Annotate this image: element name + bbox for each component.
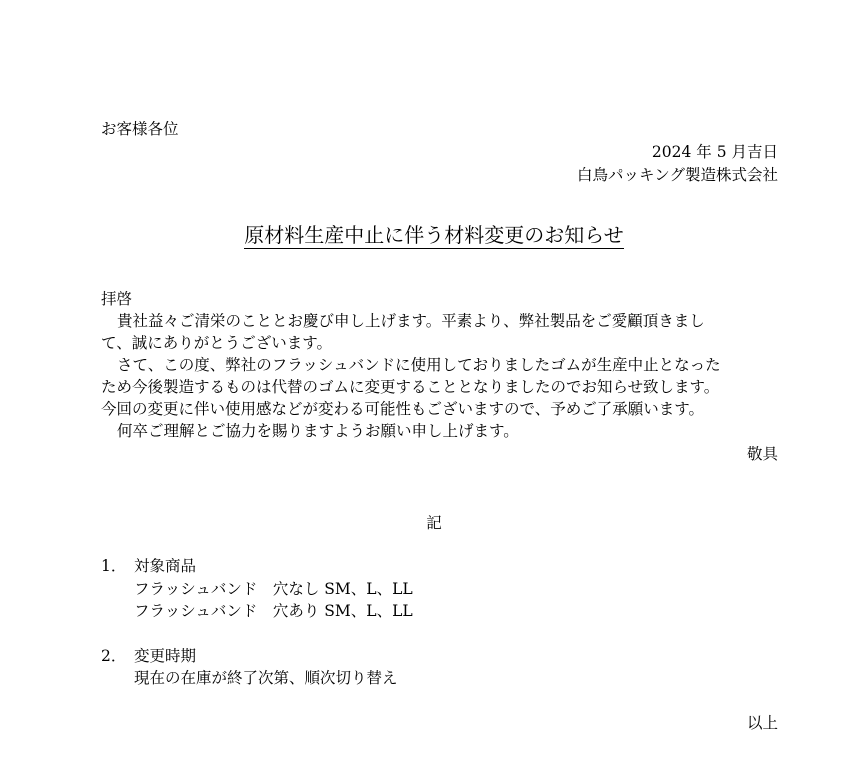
section-2-heading <box>101 645 196 667</box>
section-2-number: 2． <box>101 647 127 665</box>
ki-heading: 記 <box>426 514 442 532</box>
letter-date: 2024 年 5 月吉日 <box>651 143 778 161</box>
company-name: 白鳥パッキング製造株式会社 <box>576 166 778 184</box>
letter-title <box>0 221 868 249</box>
body-line: 貴社益々ご清栄のこととお慶び申し上げます。平素より、弊社製品をご愛顧頂きまし <box>117 312 705 330</box>
letter-title-text: 原材料生産中止に伴う材料変更のお知らせ <box>244 223 624 247</box>
addressee: お客様各位 <box>101 120 179 138</box>
list-item: フラッシュバンド 穴なし SM、L、LL <box>134 580 413 598</box>
list-item: フラッシュバンド 穴あり SM、L、LL <box>134 602 413 620</box>
body-line: て、誠にありがとうございます。 <box>101 334 332 352</box>
section-1-heading <box>101 555 196 577</box>
end-mark: 以上 <box>746 714 778 732</box>
salutation: 拝啓 <box>101 290 133 308</box>
section-2-title: 変更時期 <box>134 647 197 665</box>
closing: 敬具 <box>746 445 778 463</box>
body-line: 何卒ご理解とご協力を賜りますようお願い申し上げます。 <box>117 422 519 440</box>
body-line: 今回の変更に伴い使用感などが変わる可能性もございますので、予めご了承願います。 <box>101 400 704 418</box>
body-line: さて、この度、弊社のフラッシュバンドに使用しておりましたゴムが生産中止となった <box>117 356 721 374</box>
section-1-title: 対象商品 <box>134 557 197 575</box>
section-1-number: 1． <box>101 557 127 575</box>
body-line: ため今後製造するものは代替のゴムに変更することとなりましたのでお知らせ致します。 <box>101 378 720 396</box>
list-item: 現在の在庫が終了次第、順次切り替え <box>134 669 398 687</box>
